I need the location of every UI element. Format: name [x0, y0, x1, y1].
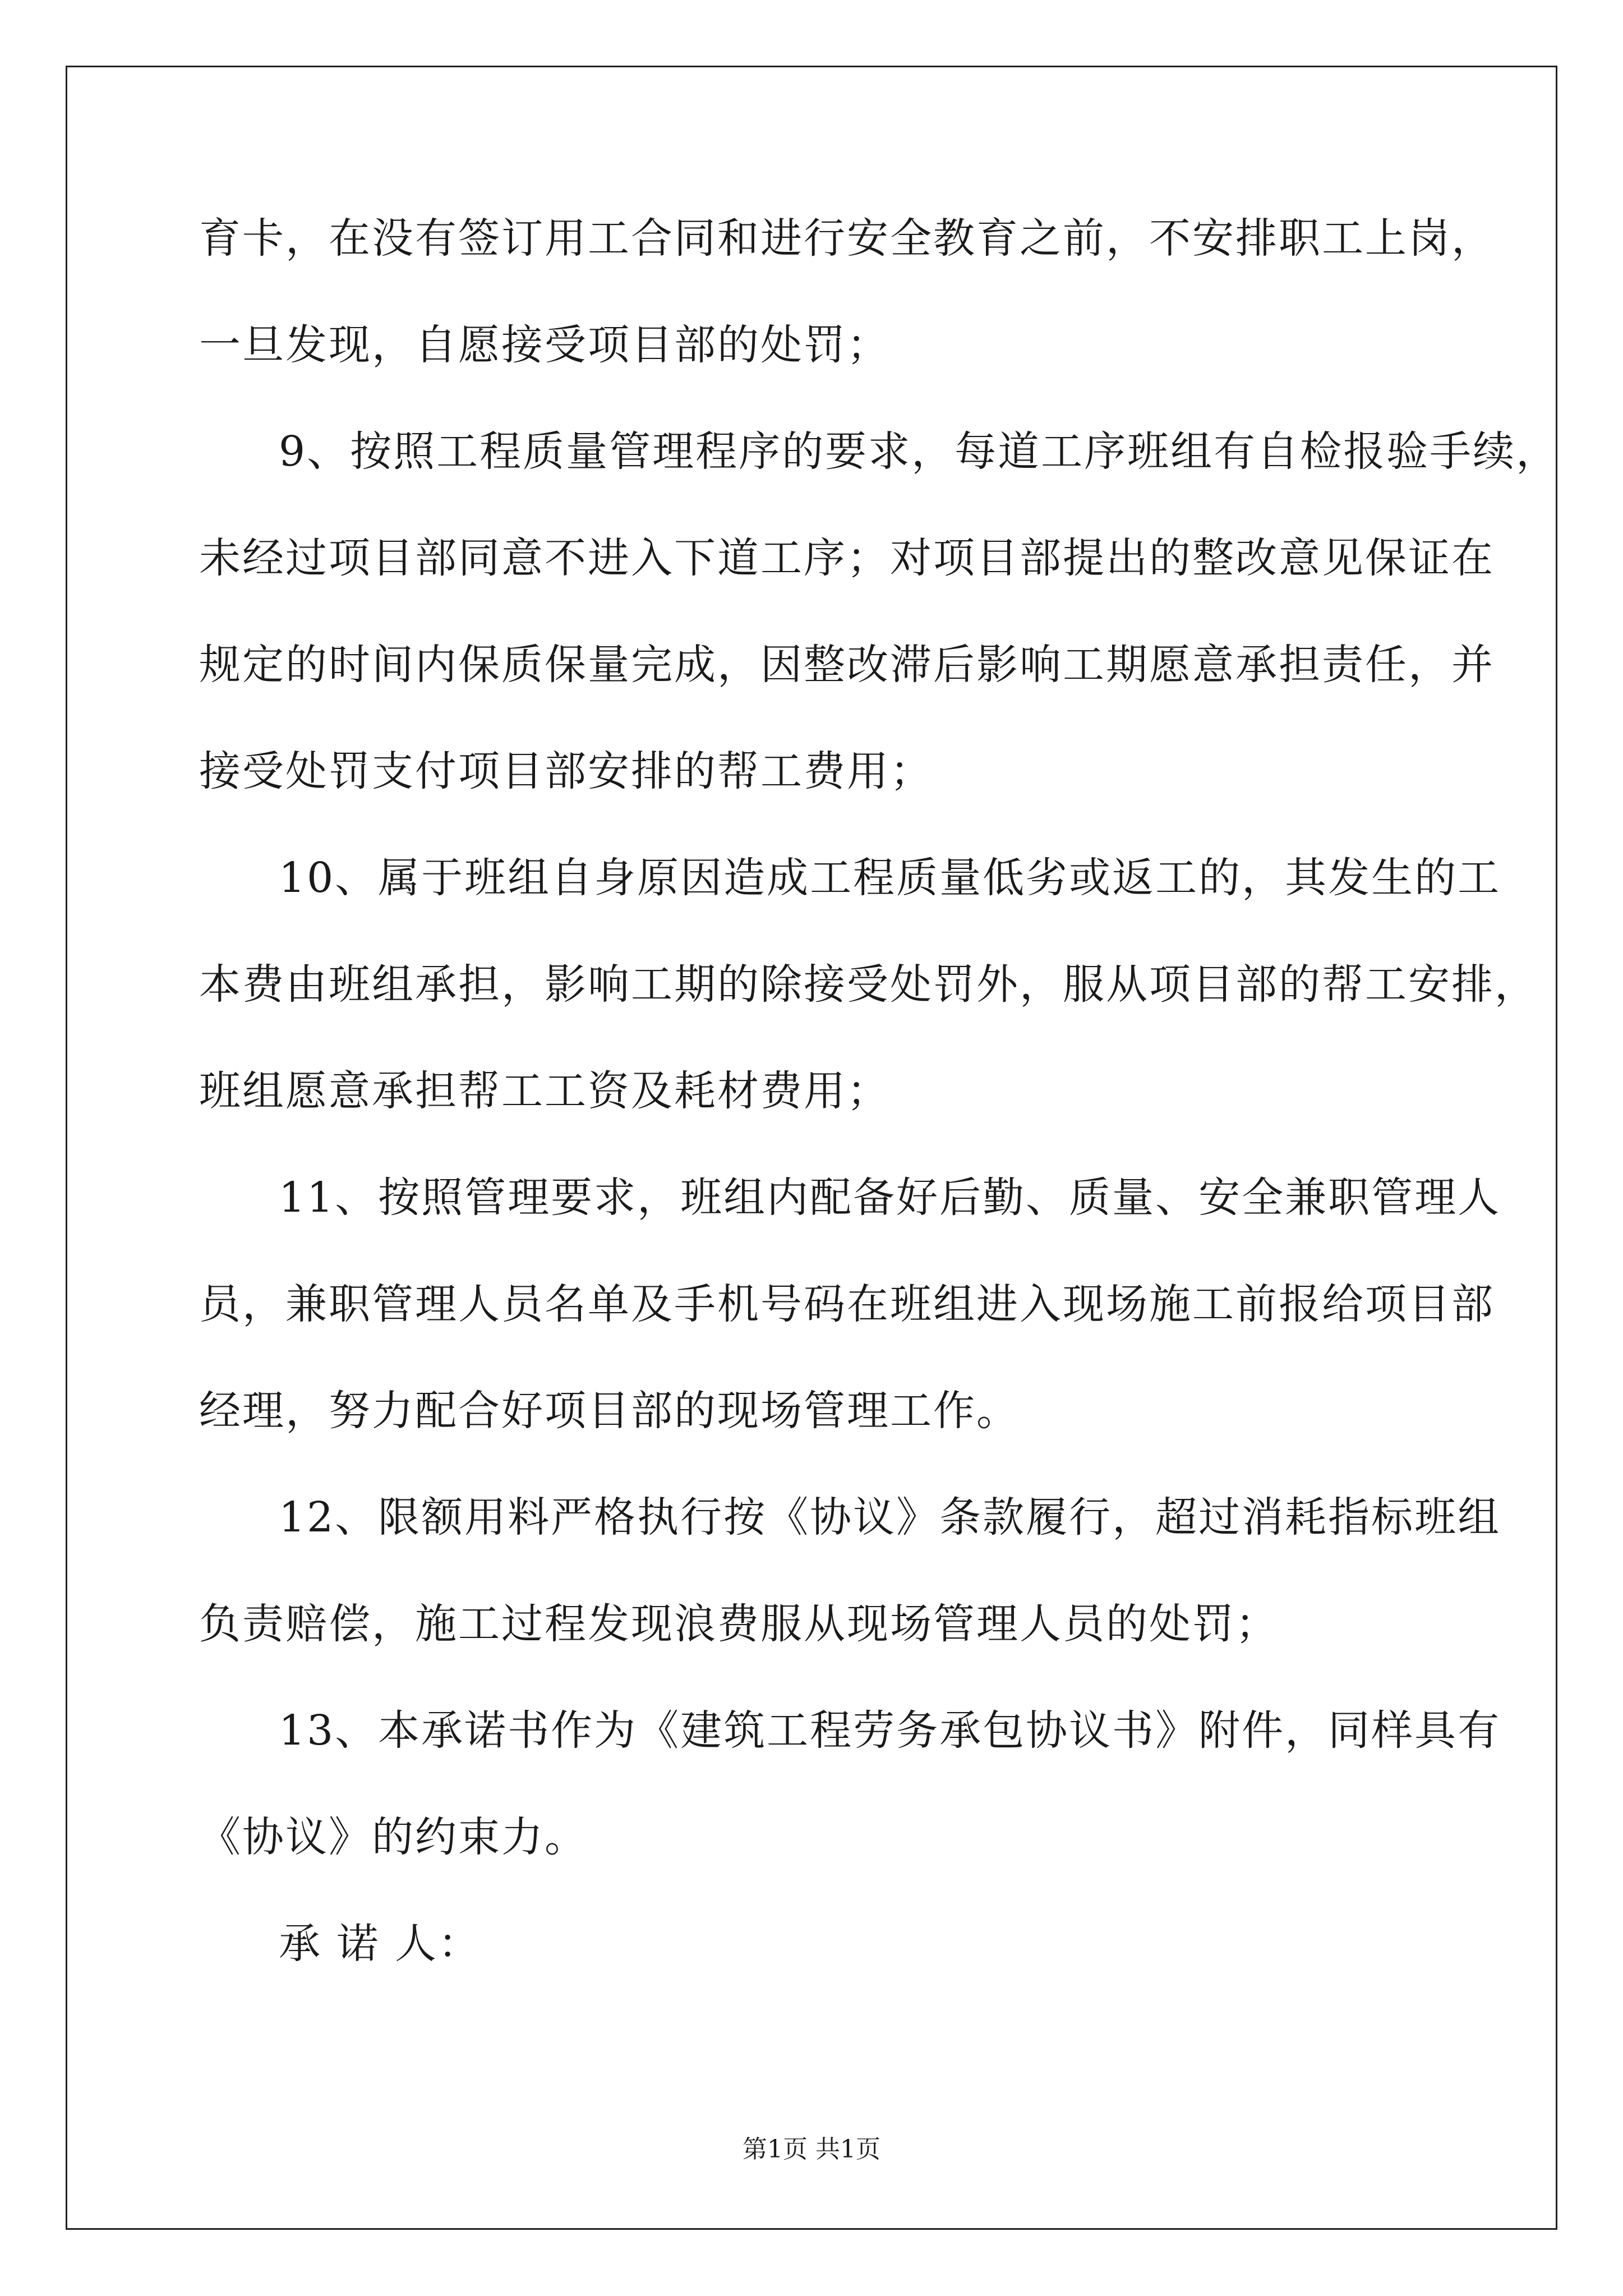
text-line: 13、本承诺书作为《建筑工程劳务承包协议书》附件，同样具有	[279, 1706, 1501, 1755]
page-footer: 第1页 共1页	[743, 2135, 880, 2164]
page-border	[66, 66, 1560, 2230]
text-line: 育卡，在没有签订用工合同和进行安全教育之前，不安排职工上岗，	[199, 214, 1495, 263]
text-line: 本费由班组承担，影响工期的除接受处罚外，服从项目部的帮工安排，	[199, 960, 1538, 1009]
text-line: 《协议》的约束力。	[199, 1813, 588, 1861]
signature-label: 承 诺 人：	[279, 1920, 482, 1968]
text-line: 11、按照管理要求，班组内配备好后勤、质量、安全兼职管理人	[279, 1174, 1501, 1222]
text-line: 10、属于班组自身原因造成工程质量低劣或返工的，其发生的工	[279, 854, 1501, 902]
text-line: 9、按照工程质量管理程序的要求，每道工序班组有自检报验手续，	[279, 427, 1560, 476]
text-line: 规定的时间内保质保量完成，因整改滞后影响工期愿意承担责任，并	[199, 641, 1495, 689]
text-line: 负责赔偿，施工过程发现浪费服从现场管理人员的处罚；	[199, 1600, 1279, 1648]
text-line: 12、限额用料严格执行按《协议》条款履行，超过消耗指标班组	[279, 1493, 1501, 1542]
text-line: 班组愿意承担帮工工资及耗材费用；	[199, 1067, 890, 1115]
text-line: 经理，努力配合好项目部的现场管理工作。	[199, 1387, 1020, 1435]
text-line: 接受处罚支付项目部安排的帮工费用；	[199, 747, 933, 795]
text-line: 员，兼职管理人员名单及手机号码在班组进入现场施工前报给项目部	[199, 1280, 1495, 1328]
text-line: 一旦发现，自愿接受项目部的处罚；	[199, 321, 890, 369]
text-line: 未经过项目部同意不进入下道工序；对项目部提出的整改意见保证在	[199, 534, 1495, 582]
